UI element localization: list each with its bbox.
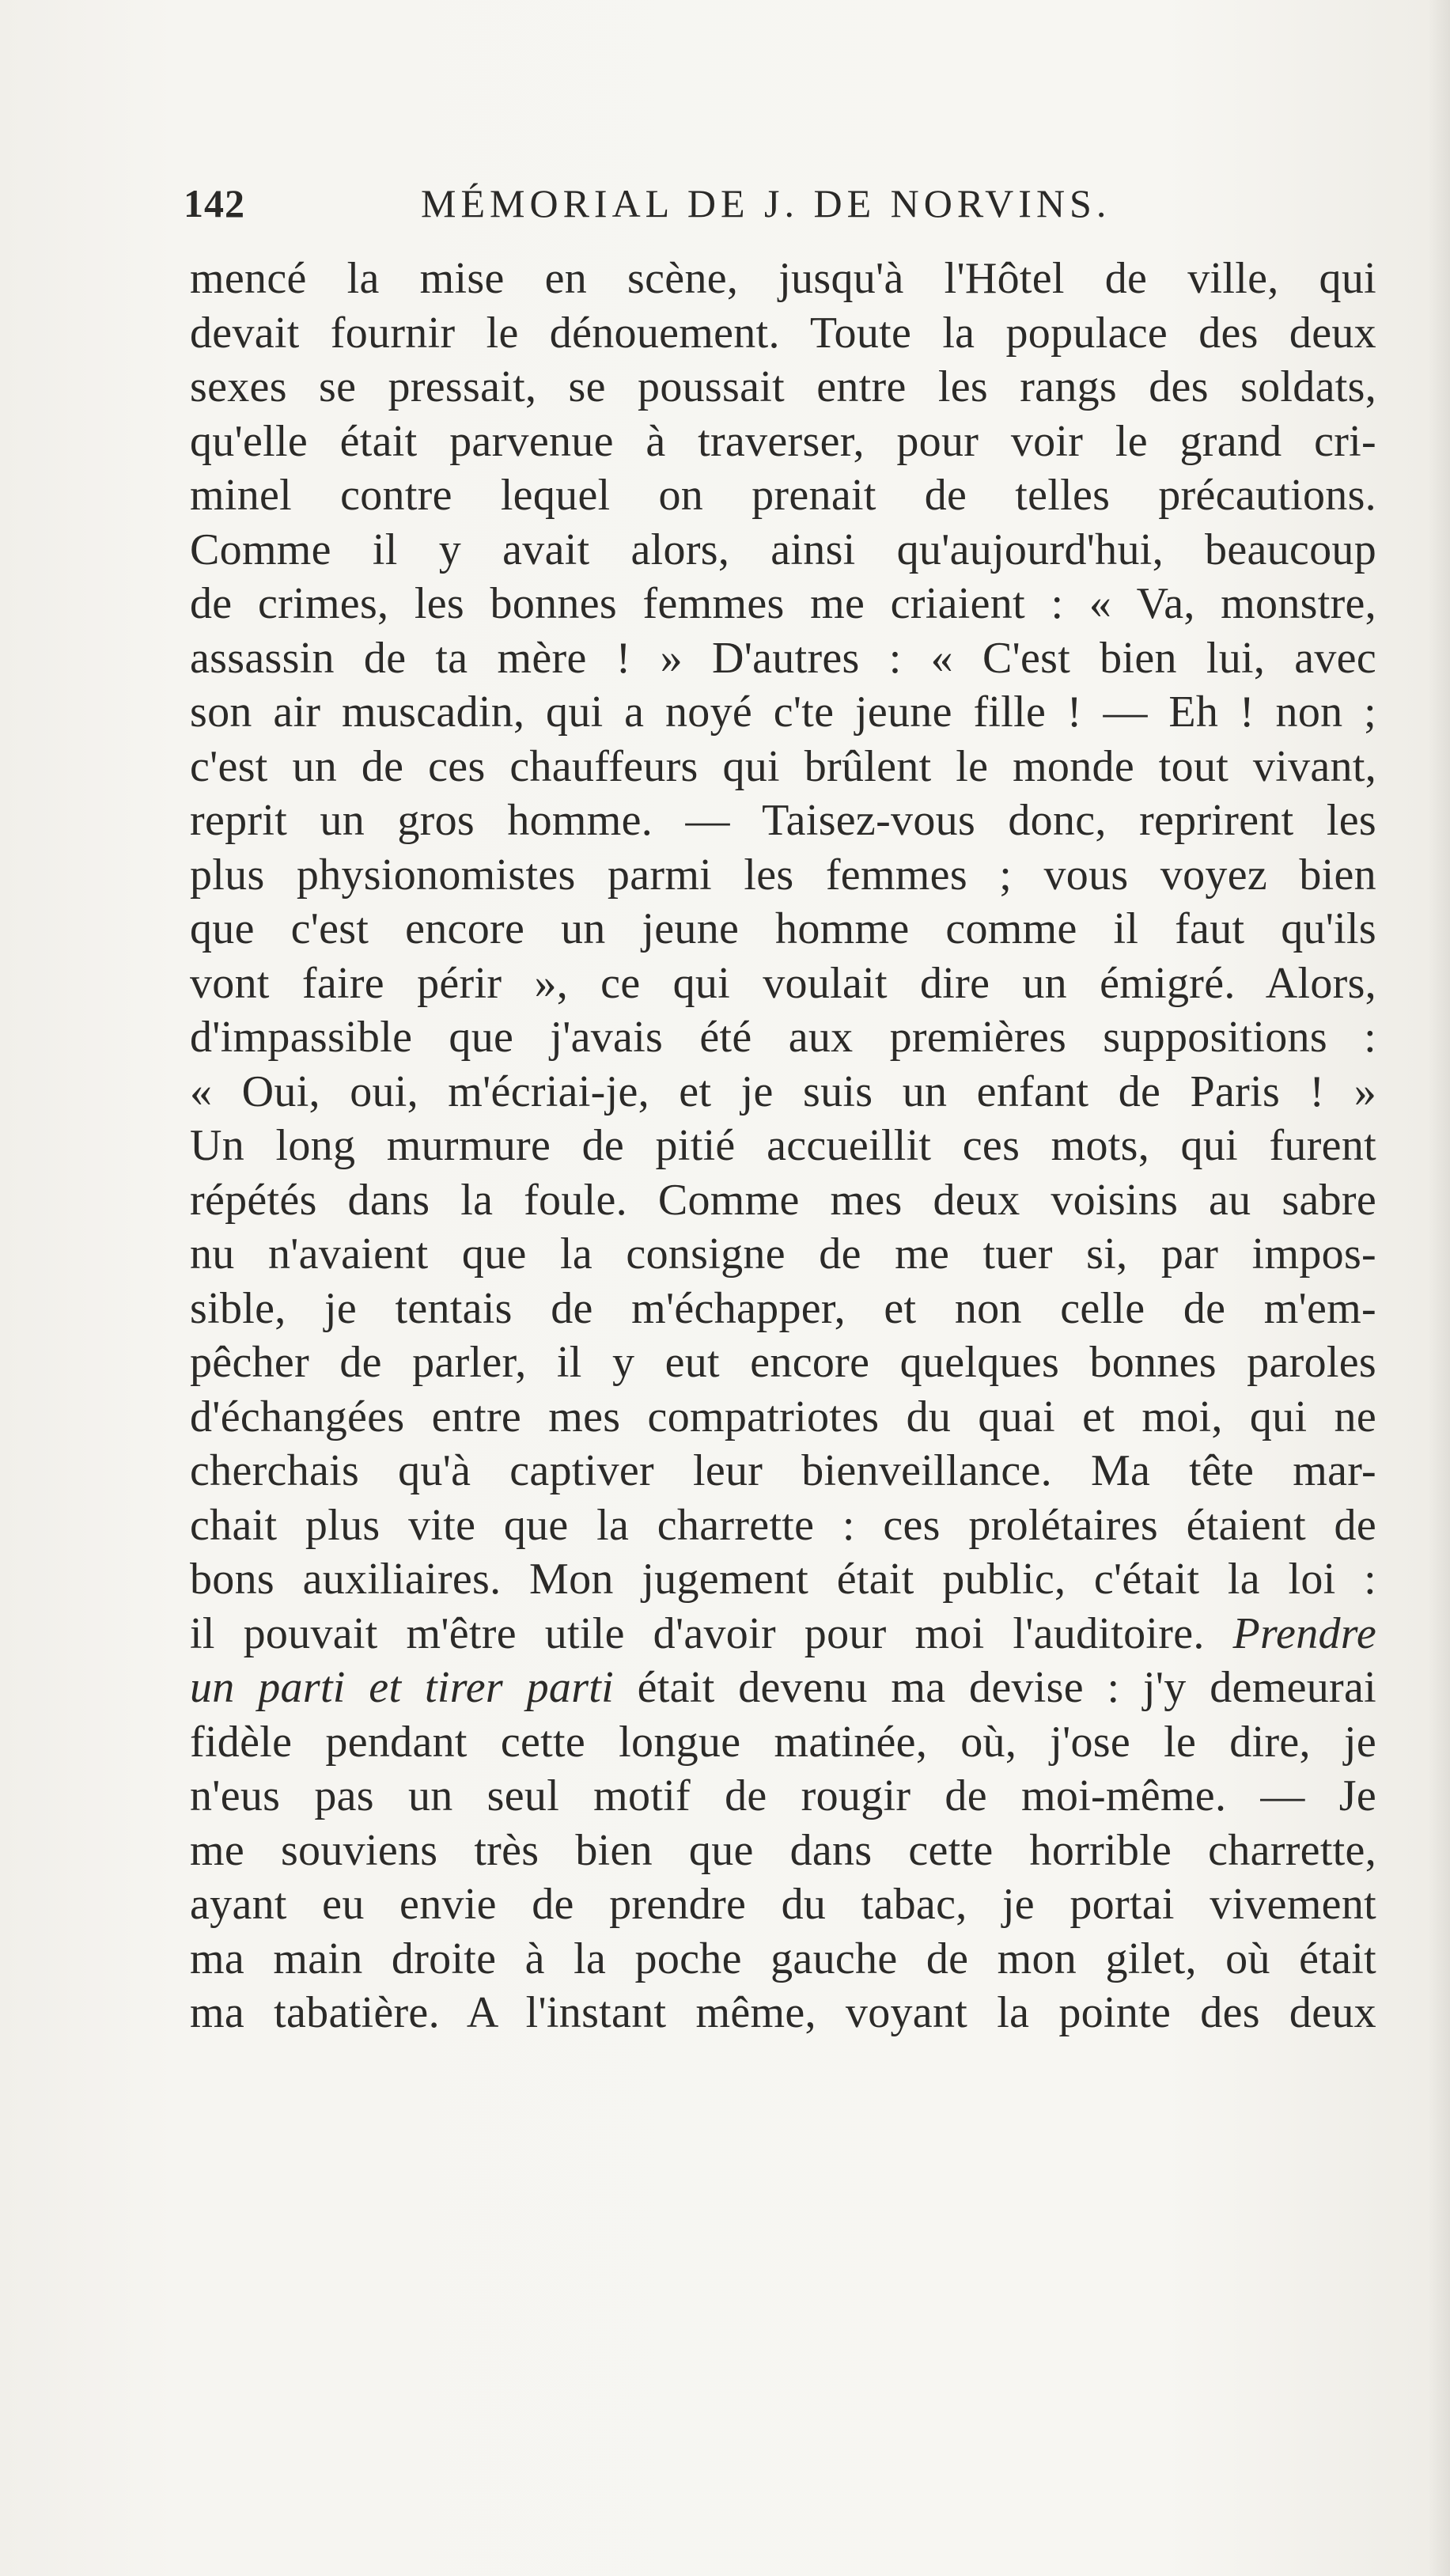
text-line: nu n'avaient que la consigne de me tuer si, par impos- — [190, 1229, 1376, 1279]
text-line: ayant eu envie de prendre du tabac, je portai vivement — [190, 1880, 1376, 1929]
text-line: chait plus vite que la charrette : ces prolétaires étaient de — [190, 1500, 1376, 1550]
text-line: minel contre lequel on prenait de telles précautions. — [190, 471, 1376, 520]
text-line: de crimes, les bonnes femmes me criaient : « Va, monstre, — [190, 579, 1376, 628]
text-line: assassin de ta mère ! » D'autres : « C'est bien lui, avec — [190, 633, 1376, 683]
text-line: Un long murmure de pitié accueillit ces mots, qui furent — [190, 1121, 1376, 1170]
text-line-mixed — [190, 1607, 1376, 1661]
text-line: ma tabatière. A l'instant même, voyant la pointe des deux — [190, 1988, 1376, 2037]
italic-segment: un parti et tirer parti — [190, 1663, 615, 1712]
text-line: bons auxiliaires. Mon jugement était public, c'était la loi : — [190, 1555, 1376, 1604]
text-line: Comme il y avait alors, ainsi qu'aujourd'hui, beaucoup — [190, 525, 1376, 574]
text-line: répétés dans la foule. Comme mes deux voisins au sabre — [190, 1175, 1376, 1225]
page-edge-shadow — [1428, 0, 1450, 2576]
text-line: vont faire périr », ce qui voulait dire un émigré. Alors, — [190, 958, 1376, 1008]
text-line: reprit un gros homme. — Taisez-vous donc, reprirent les — [190, 796, 1376, 845]
text-segment: il pouvait m'être utile d'avoir pour moi l'auditoire. — [190, 1608, 1205, 1658]
page-header — [184, 166, 1370, 237]
text-line: qu'elle était parvenue à traverser, pour voir le grand cri- — [190, 416, 1376, 466]
text-line: sible, je tentais de m'échapper, et non celle de m'em- — [190, 1283, 1376, 1333]
running-title: MÉMORIAL DE J. DE NORVINS. — [421, 181, 1111, 225]
text-line: c'est un de ces chauffeurs qui brûlent le monde tout vivant, — [190, 741, 1376, 791]
text-line: me souviens très bien que dans cette horrible charrette, — [190, 1825, 1376, 1875]
text-line: fidèle pendant cette longue matinée, où, j'ose le dire, je — [190, 1717, 1376, 1767]
text-line: devait fournir le dénouement. Toute la populace des deux — [190, 308, 1376, 358]
text-segment: était devenu ma devise : j'y demeurai — [637, 1663, 1376, 1712]
text-line: ma main droite à la poche gauche de mon gilet, où était — [190, 1934, 1376, 1983]
body-text — [190, 252, 1376, 2040]
text-line: son air muscadin, qui a noyé c'te jeune fille ! — Eh ! non ; — [190, 688, 1376, 737]
text-line: pêcher de parler, il y eut encore quelques bonnes paroles — [190, 1338, 1376, 1387]
text-line: cherchais qu'à captiver leur bienveillance. Ma tête mar- — [190, 1446, 1376, 1495]
italic-segment: Prendre — [1232, 1608, 1376, 1658]
text-line: sexes se pressait, se poussait entre les rangs des soldats, — [190, 362, 1376, 411]
text-line: d'échangées entre mes compatriotes du quai et moi, qui ne — [190, 1392, 1376, 1441]
text-line: que c'est encore un jeune homme comme il faut qu'ils — [190, 904, 1376, 953]
text-line: plus physionomistes parmi les femmes ; vous voyez bien — [190, 850, 1376, 900]
text-line: « Oui, oui, m'écriai-je, et je suis un enfant de Paris ! » — [190, 1066, 1376, 1116]
text-line-mixed — [190, 1661, 1376, 1715]
page-number: 142 — [184, 181, 245, 225]
text-line: n'eus pas un seul motif de rougir de moi-même. — Je — [190, 1771, 1376, 1820]
text-line: mencé la mise en scène, jusqu'à l'Hôtel de ville, qui — [190, 254, 1376, 303]
text-line: d'impassible que j'avais été aux premières suppositions : — [190, 1013, 1376, 1062]
